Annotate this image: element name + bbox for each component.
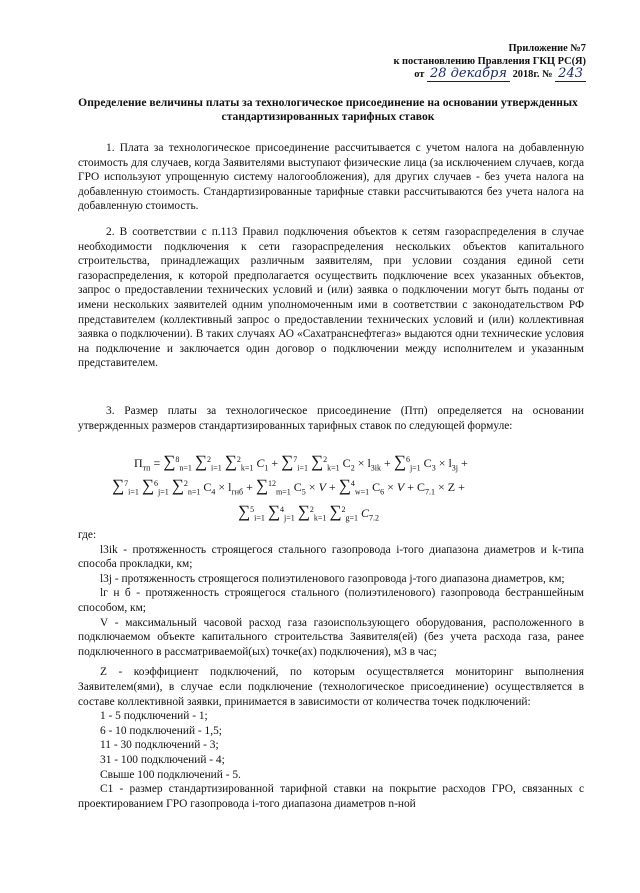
annex-title: Приложение №7 bbox=[508, 43, 586, 54]
definition-lgnb: lг н б - протяженность строящегося стального (полиэтиленового) газопровода бестраншейным способом, км; bbox=[78, 587, 584, 614]
z-list-item: Свыше 100 подключений - 5. bbox=[100, 768, 241, 781]
z-list-item: 11 - 30 подключений - 3; bbox=[100, 739, 219, 752]
definitions-block bbox=[78, 528, 584, 811]
date-prefix: от bbox=[414, 69, 425, 81]
paragraph-1 bbox=[78, 141, 584, 214]
where-label: где: bbox=[78, 529, 97, 541]
formula-line-1: $П_{тп} = \sum^8_{n=1}$ ∑$^2_{i=1}$ ∑$^2_{k=1}$ $C_1 + \sum^7_{i=1}$ ∑$^2_{k=1}$ $C_2 \times l_{3ik} + \sum^6_{j=1}$ $C_3 \times l_{3j}$ + bbox=[134, 452, 468, 473]
annex-date-line bbox=[393, 68, 586, 82]
paragraph-3-text: 3. Размер платы за технологическое присоединение (Птп) определяется на основании утвержденных размеров стандартизированных тарифных ставок по следующей формуле: bbox=[78, 405, 584, 432]
paragraph-1-text: 1. Плата за технологическое присоединение рассчитывается с учетом налога на добавленную стоимость для случаев, когда Заявителями выступают физические лица (за исключением случаев, когда ГРО используют упрощенную систему налогообложения), для других случаев - без учета налога на добавленную стоимость. Стандартизированные тарифные ставки рассчитываются без учета налога на добавленную стоимость. bbox=[78, 142, 584, 213]
z-list-item: 6 - 10 подключений - 1,5; bbox=[100, 724, 222, 737]
formula-line-2: ∑$^7_{i=1}$ ∑$^6_{j=1}$ ∑$^2_{n=1}$ $C_4 \times l_{гнб} + \sum^{12}_{m=1}$ $C_5 \times V + \sum^4_{w=1}$ $C_6 \times V + C_{7.1} \times Z$ + bbox=[112, 476, 465, 497]
definition-z: Z - коэффициент подключений, по которым осуществляется мониторинг выполнения Заявителем(ями), в случае если подключение (технологическое присоединение) осуществляется в составе коллективной заявки, принимается в зависимости от количества точек подключений: bbox=[78, 666, 584, 708]
paragraph-2-text: 2. В соответствии с п.113 Правил подключения объектов к сетям газораспределения в случае необходимости подключения к сети газораспределения нескольких объектов капитального строительства, принадлежащих различным заявителям, при условии создания единой сети газораспределения, к которой предполагается осуществить подключение всех указанных объектов, запрос о предоставлении технических условий и (или) заявка о подключении могут быть поданы от имени нескольких заявителей одним уполномоченным ими в соответствии с законодательством РФ представителем (коллективный запрос о предоставлении технических условий и (или) коллективная заявка о подключении). В таких случаях АО «Сахатранснефтегаз» выдаются одни технические условия на подключение и заключается один договор о подключении между исполнителем и указанным представителем. bbox=[78, 226, 584, 370]
definition-l3j: l3j - протяженность строящегося полиэтиленового газопровода j-того диапазона диаметров, км; bbox=[100, 572, 565, 585]
handwritten-number: 243 bbox=[555, 66, 586, 82]
formula-line-3: ∑$^5_{i=1}$ ∑$^4_{j=1}$ ∑$^2_{k=1}$ ∑$^2_{g=1}$ $C_{7.2}$ bbox=[238, 502, 380, 523]
paragraph-3 bbox=[78, 404, 584, 433]
definition-l3ik: l3ik - протяженность строящегося стального газопровода i-того диапазона диаметров и k-типа способа прокладки, км; bbox=[78, 543, 584, 571]
annex-header bbox=[393, 43, 586, 82]
definition-c1: С1 - размер стандартизированной тарифной ставки на покрытие расходов ГРО, связанных с проектированием ГРО газопровода i-того диапазона диаметров n-ной bbox=[78, 783, 584, 810]
z-list-item: 1 - 5 подключений - 1; bbox=[100, 710, 208, 723]
handwritten-date: 28 декабря bbox=[427, 66, 510, 82]
z-list-item: 31 - 100 подключений - 4; bbox=[100, 753, 225, 766]
document-title: Определение величины платы за технологическое присоединение на основании утвержденных стандартизированных тарифных ставок bbox=[78, 96, 578, 124]
date-year: 2018г. № bbox=[512, 69, 553, 81]
annex-resolution: к постановлению Правления ГКЦ РС(Я) bbox=[393, 55, 586, 67]
paragraph-2 bbox=[78, 225, 584, 371]
z-coefficient-list bbox=[78, 709, 584, 782]
definition-v: V - максимальный часовой расход газа газоиспользующего оборудования, расположенного в подключаемом объекте капитального строительства Заявителя(ей) (без учета расхода газа, ранее подключенного в рассматриваемой(ых) точке(ах) подключения), м3 в час; bbox=[78, 616, 584, 658]
